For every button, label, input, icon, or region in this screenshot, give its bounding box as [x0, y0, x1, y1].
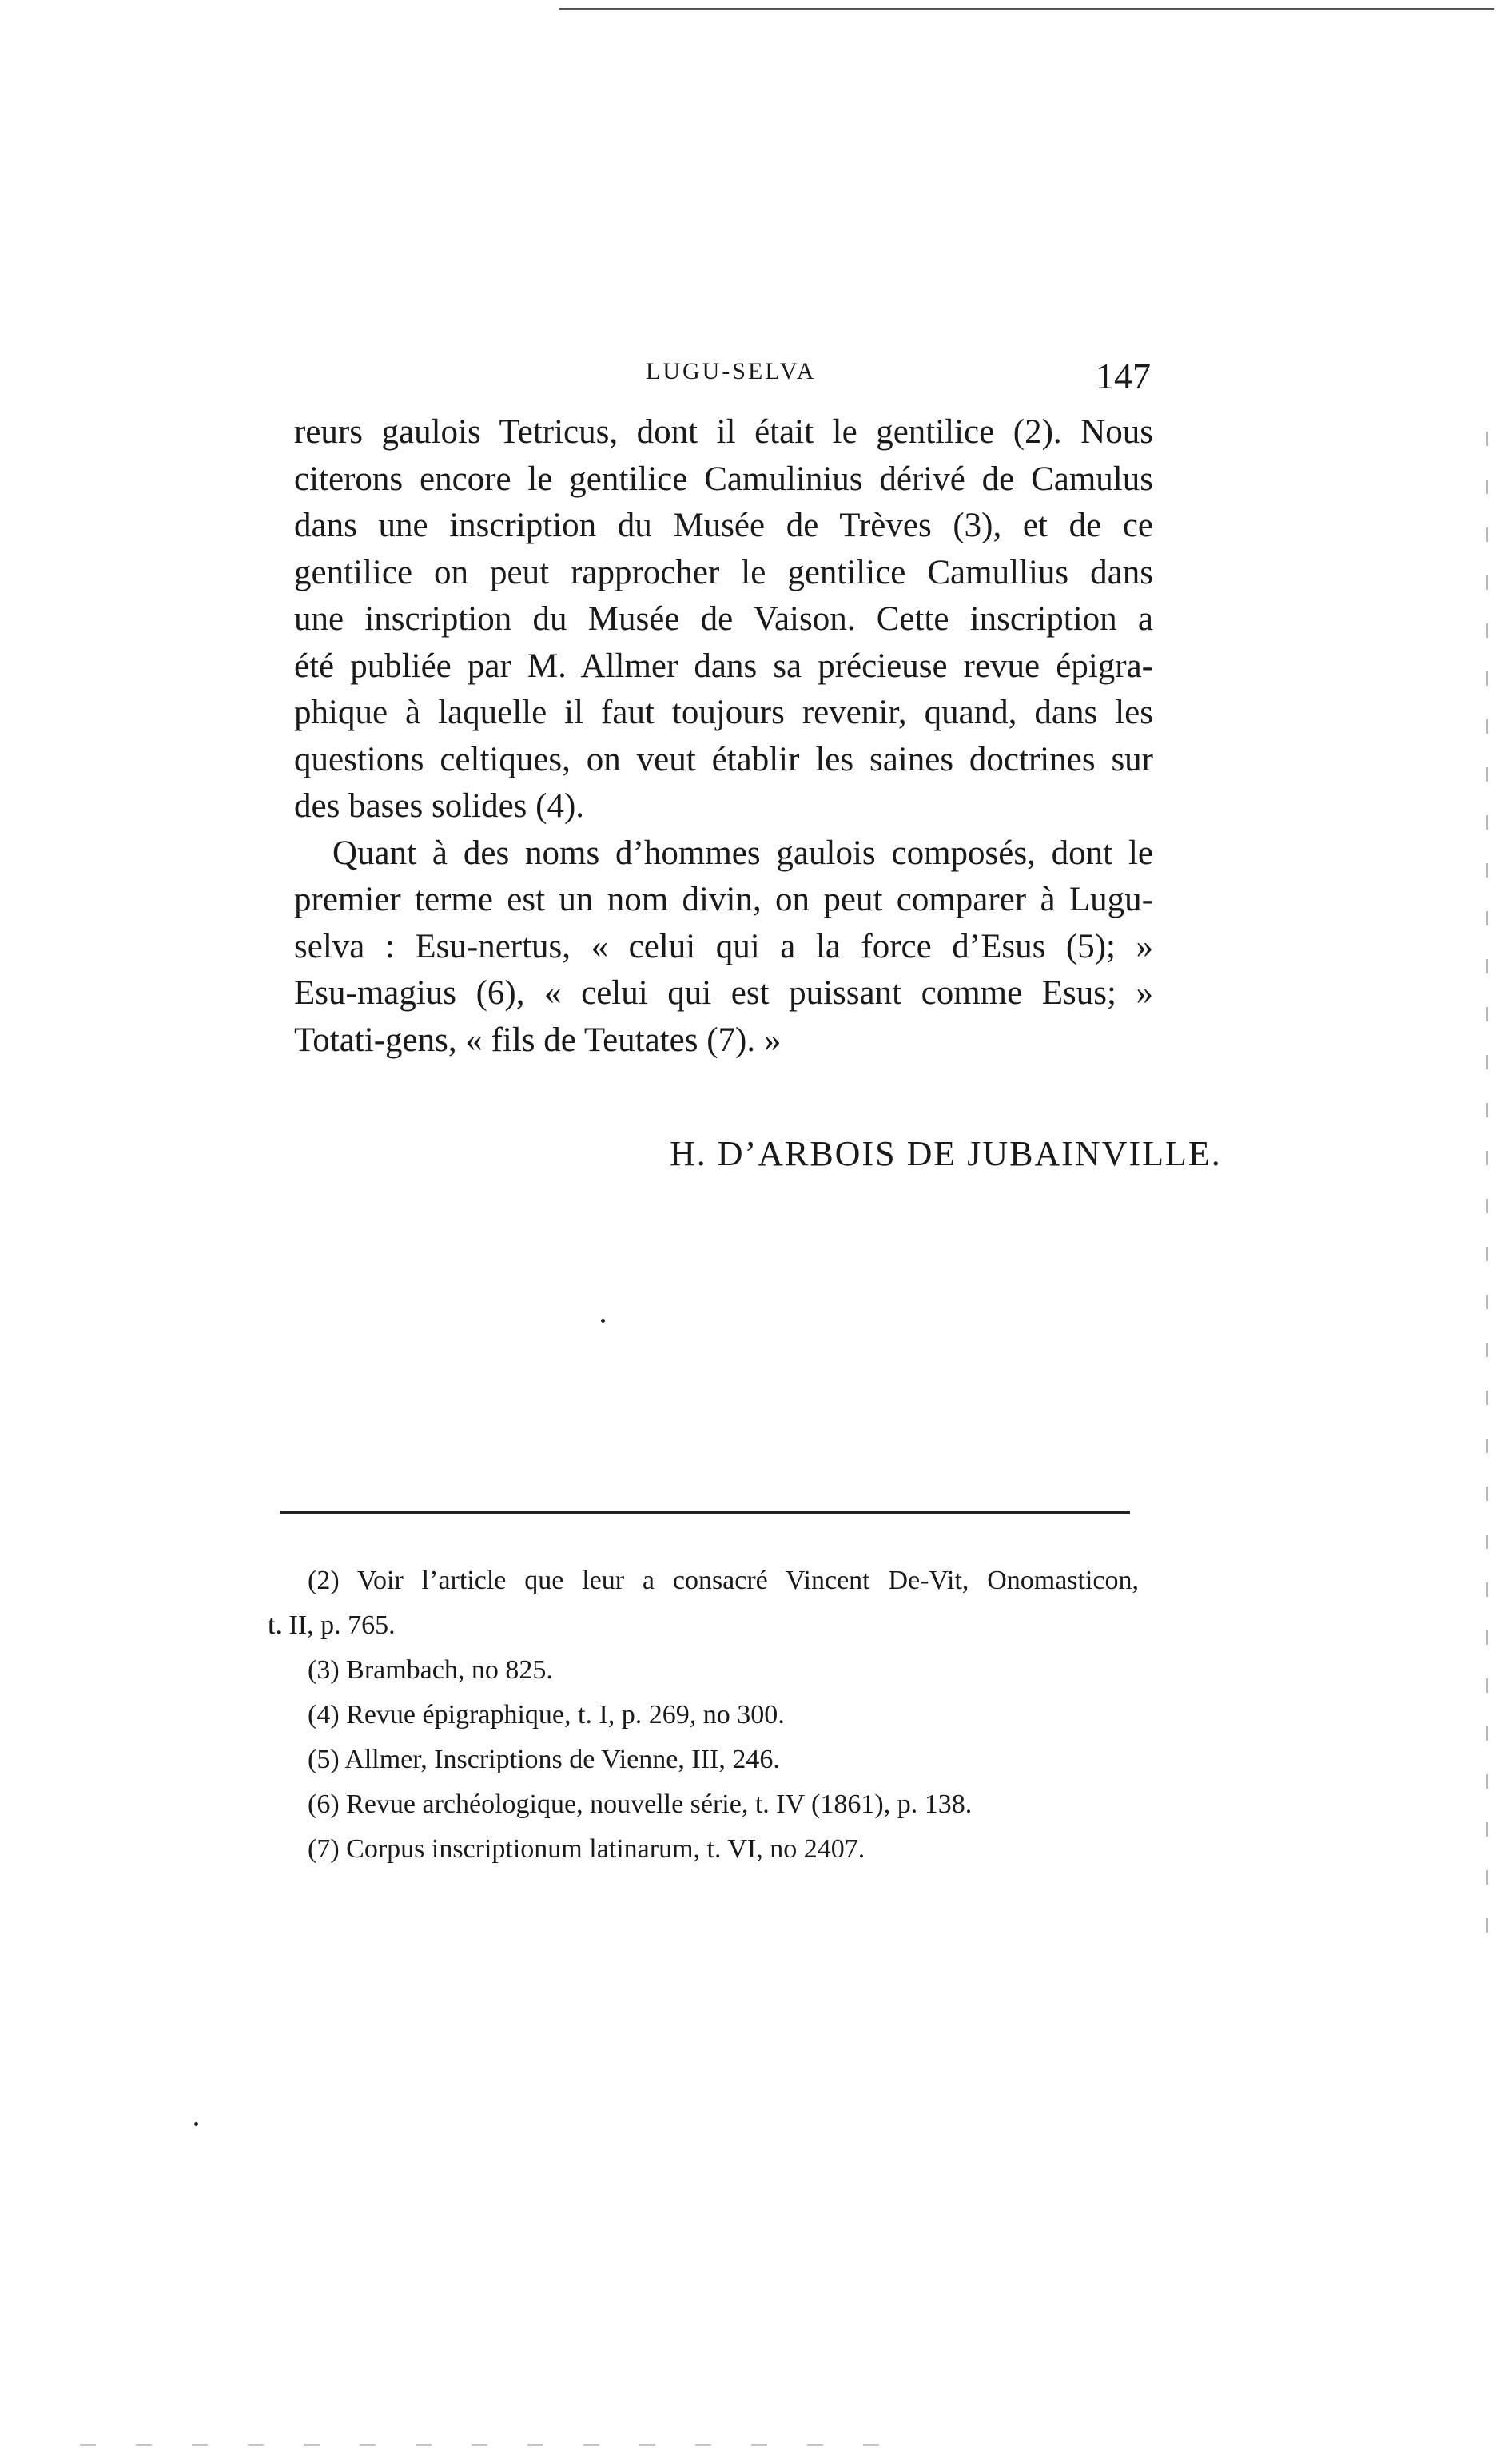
page-edge-right — [1486, 432, 1488, 1950]
footnote: (4) Revue épigraphique, t. I, p. 269, no 300. — [308, 1700, 785, 1730]
page-number: 147 — [1096, 356, 1151, 396]
body-line: questions celtiques, on veut établir les saines doctrines sur — [294, 740, 1153, 778]
author-signature: H. D’ARBOIS DE JUBAINVILLE. — [670, 1134, 1222, 1173]
body-line: gentilice on peut rapprocher le gentilice Camullius dans — [294, 553, 1153, 591]
footnote: (2) Voir l’article que leur a consacré Vincent De-Vit, Onomasticon, — [308, 1566, 1139, 1595]
body-line: dans une inscription du Musée de Trèves (3), et de ce — [294, 507, 1153, 544]
body-line: reurs gaulois Tetricus, dont il était le gentilice (2). Nous — [294, 413, 1153, 451]
running-head — [296, 352, 1151, 400]
body-line: Totati-gens, « fils de Teutates (7). » — [294, 1021, 782, 1059]
body-line: selva : Esu-nertus, « celui qui a la force d’Esus (5); » — [294, 927, 1153, 965]
body-line: citerons encore le gentilice Camulinius dérivé de Camulus — [294, 460, 1153, 498]
footnote-rule — [280, 1511, 1130, 1514]
running-title: LUGU-SELVA — [646, 358, 817, 384]
page-edge-bottom — [80, 2444, 879, 2446]
footnote: (7) Corpus inscriptionum latinarum, t. VI, no 2407. — [308, 1834, 865, 1864]
footnote: t. II, p. 765. — [268, 1610, 396, 1640]
body-line: Quant à des noms d’hommes gaulois composés, dont le — [332, 834, 1153, 872]
footnote: (5) Allmer, Inscriptions de Vienne, III, 246. — [308, 1745, 780, 1774]
footnote: (6) Revue archéologique, nouvelle série, t. IV (1861), p. 138. — [308, 1789, 973, 1819]
body-line: des bases solides (4). — [294, 787, 585, 825]
body-text — [294, 409, 1153, 1064]
ink-speck — [601, 1319, 605, 1323]
body-line: une inscription du Musée de Vaison. Cette inscription a — [294, 600, 1153, 638]
body-line: phique à laquelle il faut toujours revenir, quand, dans les — [294, 694, 1153, 731]
body-line: été publiée par M. Allmer dans sa précieuse revue épigra- — [294, 647, 1153, 685]
footnote: (3) Brambach, no 825. — [308, 1655, 553, 1685]
ink-speck — [194, 2122, 198, 2126]
body-line: premier terme est un nom divin, on peut comparer à Lugu- — [294, 881, 1153, 918]
footnotes — [268, 1558, 1139, 1872]
page-edge-top — [559, 8, 1494, 10]
body-line: Esu-magius (6), « celui qui est puissant comme Esus; » — [294, 974, 1153, 1012]
